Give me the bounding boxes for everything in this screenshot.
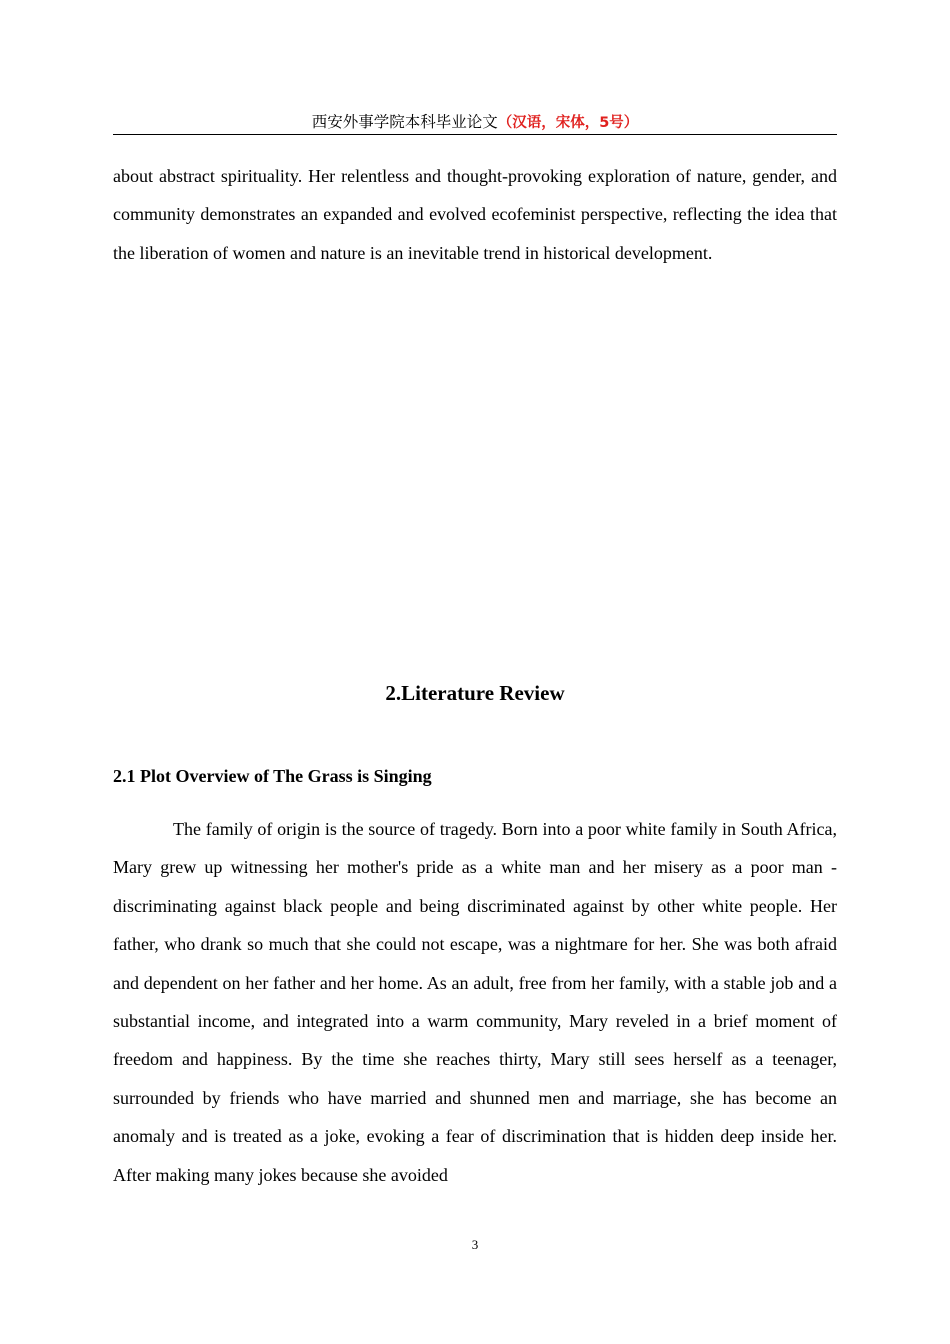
page-header — [113, 112, 837, 135]
page-number: 3 — [471, 1237, 479, 1252]
header-title: 西安外事学院本科毕业论文 — [311, 114, 498, 131]
subsection-heading: 2.1 Plot Overview of The Grass is Singing — [113, 766, 432, 786]
body-paragraph: The family of origin is the source of tragedy. Born into a poor white family in South Africa, Mary grew up witnessing her mother's pride as a white man and her misery as a poor man - discriminating against black people and being discriminated against by other white people. Her father, who drank so much that she could not escape, was a nightmare for her. She was both afraid and dependent on her father and her home. As an adult, free from her family, with a stable job and a substantial income, and integrated into a warm community, Mary reveled in a brief moment of freedom and happiness. By the time she reaches thirty, Mary still sees herself as a teenager, surrounded by friends who have married and shunned men and marriage, she has become an anomaly and is treated as a joke, evoking a fear of discrimination that is hidden deep inside her. After making many jokes because she avoided — [113, 819, 837, 1185]
intro-paragraph: about abstract spirituality. Her relentless and thought-provoking exploration of nature, gender, and community demonstrates an expanded and evolved ecofeminist perspective, reflecting the idea that the liberation of women and nature is an inevitable trend in historical development. — [113, 166, 837, 263]
section-heading: 2.Literature Review — [385, 681, 565, 705]
header-format-note: （汉语，宋体，5号） — [497, 115, 639, 131]
